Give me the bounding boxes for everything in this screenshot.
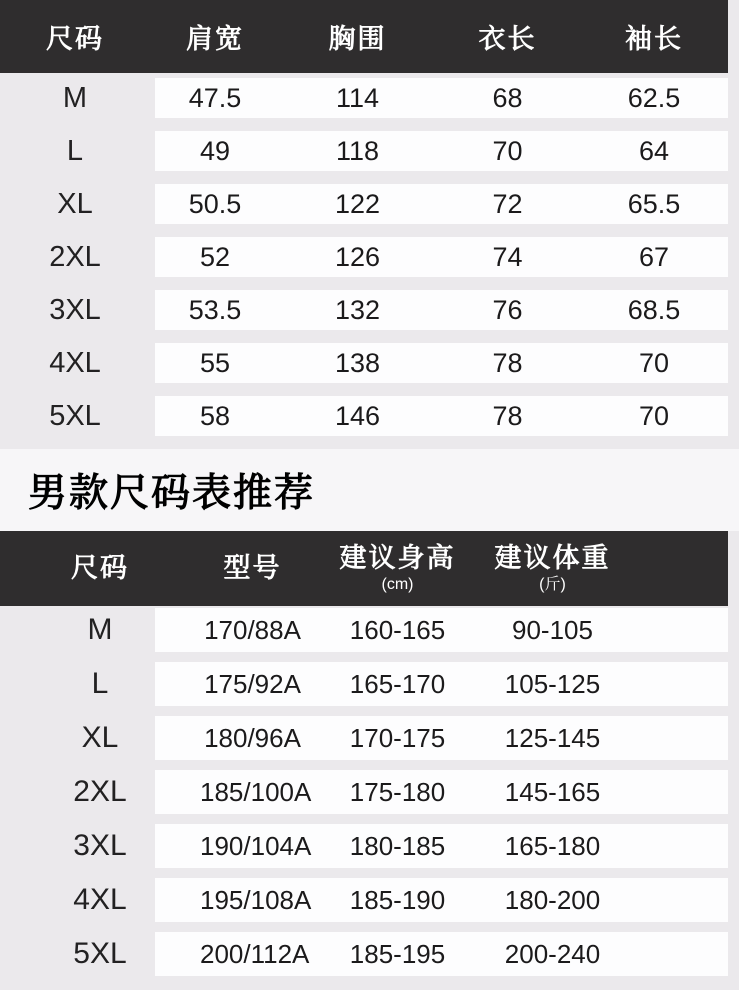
- table-row: [0, 716, 728, 760]
- shoulder-value: 47.5: [188, 82, 242, 113]
- size-label: 2XL: [73, 775, 127, 808]
- table-row: [0, 878, 728, 922]
- section-title: 男款尺码表推荐: [28, 472, 316, 515]
- column-header-size: [0, 554, 200, 584]
- chest-value: 118: [335, 135, 380, 166]
- shoulder-value: 50.5: [188, 188, 242, 219]
- table-row: [0, 237, 728, 277]
- table-row: [0, 78, 728, 118]
- size-label: 3XL: [49, 293, 101, 326]
- size-label: L: [66, 134, 84, 167]
- length-value: 78: [492, 400, 523, 431]
- height-value: 160-165: [349, 614, 446, 645]
- height-value: 185-190: [349, 884, 446, 915]
- section-heading-band: [0, 449, 739, 531]
- size-label: 5XL: [73, 937, 127, 970]
- length-value: 70: [492, 135, 523, 166]
- model-value: 185/100A: [200, 776, 312, 807]
- column-header-sleeve: 袖长: [625, 24, 683, 54]
- table-row: [0, 662, 728, 706]
- model-value: 180/96A: [204, 722, 301, 753]
- column-header-weight-label: 建议体重: [494, 542, 611, 573]
- sleeve-value: 70: [638, 400, 670, 431]
- chest-value: 132: [334, 294, 381, 325]
- shoulder-value: 52: [199, 241, 231, 272]
- weight-value: 200-240: [504, 938, 601, 969]
- table-row: [0, 824, 728, 868]
- sleeve-value: 65.5: [627, 188, 681, 219]
- sleeve-value: 64: [638, 135, 670, 166]
- size-label: XL: [57, 187, 93, 220]
- chest-value: 126: [334, 241, 381, 272]
- sleeve-value: 67: [638, 241, 670, 272]
- length-value: 72: [492, 188, 523, 219]
- column-header-height-label: 建议身高: [339, 542, 456, 573]
- chest-value: 146: [334, 400, 381, 431]
- table-row: [0, 131, 728, 171]
- size-label: M: [87, 613, 113, 646]
- column-header-size: 尺码: [46, 24, 104, 54]
- sleeve-value: 62.5: [627, 82, 681, 113]
- chest-value: 122: [334, 188, 381, 219]
- weight-value: 125-145: [504, 722, 601, 753]
- measurement-table-header: [0, 0, 728, 73]
- height-value: 170-175: [349, 722, 446, 753]
- column-header-model-label: 型号: [223, 552, 282, 583]
- chest-value: 114: [335, 82, 380, 113]
- table-row: [0, 343, 728, 383]
- size-label: M: [62, 81, 88, 114]
- recommendation-table-header: [0, 531, 728, 606]
- weight-value: 105-125: [504, 668, 601, 699]
- measurement-table-body: [0, 73, 728, 436]
- length-value: 68: [492, 82, 523, 113]
- column-header-weight: [490, 544, 615, 593]
- column-header-weight-unit: (斤): [539, 575, 566, 593]
- model-value: 195/108A: [200, 884, 312, 915]
- weight-value: 180-200: [504, 884, 601, 915]
- length-value: 78: [492, 347, 523, 378]
- model-value: 170/88A: [204, 614, 301, 645]
- column-header-height: [305, 544, 490, 593]
- size-label: XL: [81, 721, 119, 754]
- weight-value: 145-165: [504, 776, 601, 807]
- column-header-size-label: 尺码: [71, 552, 129, 583]
- sleeve-value: 68.5: [627, 294, 681, 325]
- model-value: 200/112A: [200, 938, 310, 969]
- size-label: 4XL: [49, 346, 101, 379]
- shoulder-value: 49: [199, 135, 231, 166]
- column-header-length: 衣长: [478, 24, 537, 54]
- column-header-height-unit: (cm): [381, 575, 414, 593]
- shoulder-value: 58: [199, 400, 231, 431]
- height-value: 165-170: [349, 668, 446, 699]
- table-row: [0, 770, 728, 814]
- weight-value: 90-105: [512, 614, 593, 645]
- height-value: 185-195: [349, 938, 446, 969]
- column-header-model: [200, 554, 305, 584]
- size-label: 4XL: [73, 883, 127, 916]
- model-value: 190/104A: [200, 830, 312, 861]
- size-label: L: [91, 667, 109, 700]
- height-value: 175-180: [349, 776, 446, 807]
- table-row: [0, 932, 728, 976]
- table-row: [0, 184, 728, 224]
- recommendation-table-body: [0, 606, 728, 976]
- measurement-table: [0, 0, 728, 436]
- size-label: 3XL: [73, 829, 127, 862]
- table-row: [0, 290, 728, 330]
- size-label: 5XL: [49, 399, 101, 432]
- sleeve-value: 70: [638, 347, 670, 378]
- length-value: 74: [492, 241, 523, 272]
- column-header-chest: 胸围: [328, 24, 387, 54]
- table-row: [0, 608, 728, 652]
- size-label: 2XL: [49, 240, 101, 273]
- weight-value: 165-180: [504, 830, 601, 861]
- recommendation-table: [0, 531, 728, 976]
- column-header-shoulder: 肩宽: [186, 24, 244, 54]
- length-value: 76: [492, 294, 523, 325]
- shoulder-value: 55: [199, 347, 231, 378]
- table-row: [0, 396, 728, 436]
- chest-value: 138: [334, 347, 381, 378]
- shoulder-value: 53.5: [188, 294, 242, 325]
- height-value: 180-185: [349, 830, 446, 861]
- model-value: 175/92A: [204, 668, 301, 699]
